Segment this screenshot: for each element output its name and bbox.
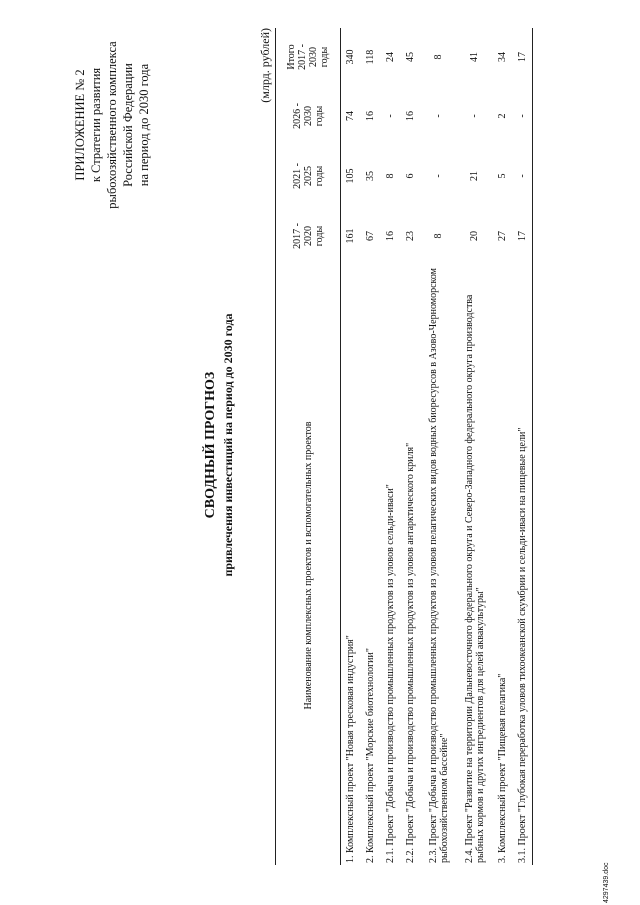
header-line: 2030 bbox=[308, 47, 319, 67]
row-value-2021-2025: 21 bbox=[469, 171, 480, 181]
row-value-total: 17 bbox=[513, 28, 533, 86]
row-value-2021-2025: 6 bbox=[405, 173, 416, 179]
row-value-2026-2030: 16 bbox=[365, 111, 376, 121]
appendix-line: рыбохозяйственного комплекса bbox=[105, 41, 119, 209]
row-value-2026-2030: - bbox=[433, 114, 444, 118]
header-line: 2030 bbox=[302, 106, 314, 126]
row-value-2017-2020: 27 bbox=[497, 231, 508, 241]
header-period-2021-2025 bbox=[276, 146, 341, 206]
appendix-header bbox=[72, 30, 152, 220]
row-value-2017-2020: 23 bbox=[405, 231, 416, 241]
row-name: 2.4. Проект "Развитие на территории Дальневосточного федерального округа и Северо-Западного федерального округа производства рыбных кормов и других ингредиентов для целей аквакультуры" bbox=[463, 294, 486, 863]
appendix-line: к Стратегии развития bbox=[89, 67, 103, 183]
row-value-total: 41 bbox=[469, 52, 480, 62]
row-value-2021-2025: 105 bbox=[345, 168, 357, 184]
row-value-total: 24 bbox=[385, 52, 396, 62]
header-total bbox=[276, 28, 341, 86]
row-value-2021-2025: 8 bbox=[385, 173, 396, 179]
document-title: СВОДНЫЙ ПРОГНОЗ bbox=[203, 371, 218, 519]
appendix-line: на период до 2030 года bbox=[137, 63, 151, 187]
header-period-2026-2030 bbox=[276, 86, 341, 146]
row-name: 3.1. Проект "Глубокая переработка уловов тихоокеанской скумбрии и сельди-иваси на пищевые цели" bbox=[513, 266, 533, 865]
row-value-total: 340 bbox=[345, 49, 357, 65]
row-value-2021-2025: 5 bbox=[497, 173, 508, 179]
header-name: Наименование комплексных проектов и вспомогательных проектов bbox=[276, 266, 341, 865]
row-name: 2.2. Проект "Добыча и производство промышленных продуктов из уловов антарктического криля" bbox=[405, 442, 416, 863]
table-row bbox=[381, 28, 401, 865]
row-value-2026-2030: 74 bbox=[345, 111, 357, 121]
header-line: годы bbox=[313, 225, 325, 247]
row-value-2017-2020: 20 bbox=[469, 231, 480, 241]
table-row bbox=[457, 28, 493, 865]
row-value-2021-2025: - bbox=[433, 174, 444, 178]
header-line: 2021 - bbox=[291, 163, 303, 189]
row-value-2026-2030: - bbox=[385, 114, 396, 118]
row-value-total: 45 bbox=[405, 52, 416, 62]
appendix-line: ПРИЛОЖЕНИЕ № 2 bbox=[73, 69, 87, 181]
table-row bbox=[421, 28, 457, 865]
row-value-total: 34 bbox=[497, 52, 508, 62]
row-name: 2. Комплексный проект "Морские биотехнологии" bbox=[365, 648, 376, 863]
header-line: годы bbox=[313, 105, 325, 127]
row-value-2026-2030: 2 bbox=[497, 113, 508, 119]
row-name: 1. Комплексный проект "Новая тресковая индустрия" bbox=[345, 635, 357, 863]
document-subtitle: привлечения инвестиций на период до 2030 года bbox=[221, 313, 235, 577]
table-row bbox=[493, 28, 513, 865]
row-value-2017-2020: 17 bbox=[513, 206, 533, 266]
row-value-2017-2020: 8 bbox=[433, 233, 444, 239]
row-value-2017-2020: 67 bbox=[365, 231, 376, 241]
table-row bbox=[401, 28, 421, 865]
row-value-total: 118 bbox=[365, 49, 376, 65]
footer-doc-code: 4297439.doc bbox=[603, 862, 610, 903]
header-line: годы bbox=[319, 46, 330, 68]
table-header-row bbox=[276, 28, 341, 865]
table-row bbox=[361, 28, 381, 865]
row-name: 3. Комплексный проект "Пищевая пелагика" bbox=[497, 673, 508, 863]
row-value-2017-2020: 161 bbox=[345, 228, 357, 244]
row-value-2026-2030: - bbox=[513, 86, 533, 146]
table-row bbox=[341, 28, 361, 865]
header-line: 2026 - bbox=[291, 103, 303, 129]
row-value-2021-2025: 35 bbox=[365, 171, 376, 181]
header-line: Итого bbox=[286, 44, 297, 70]
row-name: 2.1. Проект "Добыча и производство промышленных продуктов из уловов сельди-иваси" bbox=[385, 484, 396, 863]
appendix-line: Российской Федерации bbox=[121, 63, 135, 187]
row-name: 2.3. Проект "Добыча и производство промышленных продуктов из уловов пелагических видов водных биоресурсов в Азово-Черноморском рыбохозяйственном бассейне" bbox=[427, 267, 450, 863]
header-line: 2017 - bbox=[297, 44, 308, 70]
row-value-2021-2025: - bbox=[513, 146, 533, 206]
units-note: (млрд. рублей) bbox=[258, 28, 272, 103]
row-value-2026-2030: 16 bbox=[405, 111, 416, 121]
investment-forecast-table bbox=[275, 28, 533, 865]
header-line: 2025 bbox=[302, 166, 314, 186]
table-row bbox=[513, 28, 533, 865]
row-value-2026-2030: - bbox=[469, 114, 480, 118]
header-line: 2017 - bbox=[291, 223, 303, 249]
header-line: годы bbox=[313, 165, 325, 187]
row-value-2017-2020: 16 bbox=[385, 231, 396, 241]
row-value-total: 8 bbox=[433, 54, 444, 60]
header-line: 2020 bbox=[302, 226, 314, 246]
header-period-2017-2020 bbox=[276, 206, 341, 266]
